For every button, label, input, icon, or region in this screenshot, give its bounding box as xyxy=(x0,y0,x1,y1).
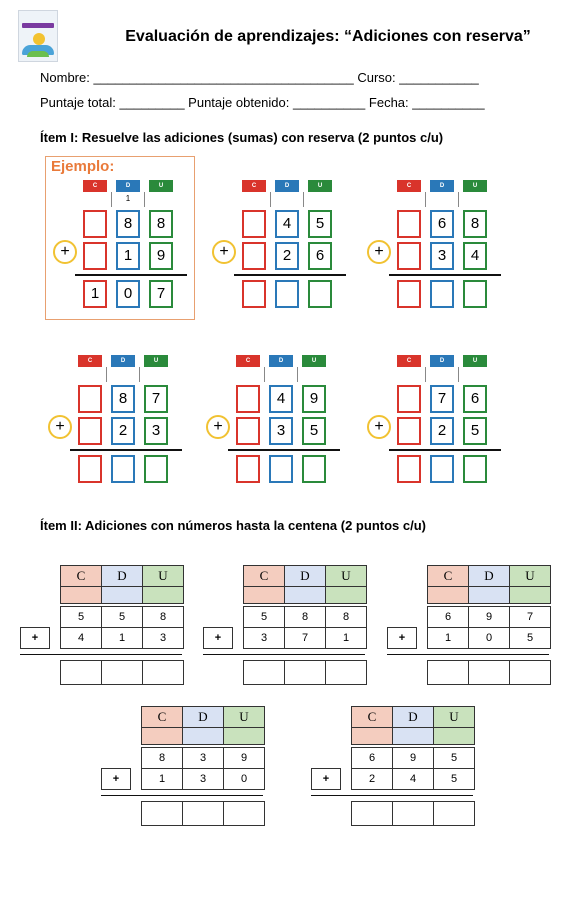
result-box-d[interactable]: 0 xyxy=(116,280,140,308)
column-divider xyxy=(297,367,298,382)
plus-circle: + xyxy=(367,240,391,264)
answer-cell[interactable] xyxy=(60,660,102,685)
header-cell-c: C xyxy=(351,706,393,728)
top-number-cell: 8 xyxy=(284,606,326,628)
logo-banner xyxy=(22,23,54,28)
top-number-cell: 7 xyxy=(509,606,551,628)
result-box-c[interactable]: 1 xyxy=(83,280,107,308)
bottom-digit-u: 3 xyxy=(144,417,168,445)
header-cell-d: D xyxy=(284,565,326,587)
result-box-c[interactable] xyxy=(242,280,266,308)
plus-sign-cell: + xyxy=(203,627,233,649)
bottom-number-cell: 1 xyxy=(325,627,367,649)
header-cell-d: D xyxy=(101,565,143,587)
sum-line xyxy=(20,654,182,655)
top-number-cell: 8 xyxy=(142,606,184,628)
top-digit-c xyxy=(83,210,107,238)
carry-digit: 1 xyxy=(125,194,131,203)
carry-cell xyxy=(101,586,143,604)
plus-sign-cell: + xyxy=(20,627,50,649)
top-digit-d: 4 xyxy=(269,385,293,413)
bottom-number-cell: 3 xyxy=(243,627,285,649)
answer-cell[interactable] xyxy=(433,801,475,826)
top-digit-d: 7 xyxy=(430,385,454,413)
column-header-d: D xyxy=(430,355,454,367)
column-header-d: D xyxy=(430,180,454,192)
answer-cell[interactable] xyxy=(182,801,224,826)
result-box-c[interactable] xyxy=(78,455,102,483)
result-box-u[interactable]: 7 xyxy=(149,280,173,308)
column-header-u: U xyxy=(302,355,326,367)
top-digit-c xyxy=(242,210,266,238)
column-header-d: D xyxy=(116,180,140,192)
top-number-cell: 5 xyxy=(433,747,475,769)
column-divider xyxy=(425,367,426,382)
bottom-number-cell: 5 xyxy=(509,627,551,649)
answer-cell[interactable] xyxy=(223,801,265,826)
bottom-digit-u: 5 xyxy=(302,417,326,445)
plus-circle: + xyxy=(48,415,72,439)
answer-cell[interactable] xyxy=(351,801,393,826)
plus-circle: + xyxy=(53,240,77,264)
plus-sign-cell: + xyxy=(311,768,341,790)
bottom-digit-c xyxy=(397,242,421,270)
bottom-digit-c xyxy=(236,417,260,445)
answer-cell[interactable] xyxy=(468,660,510,685)
answer-cell[interactable] xyxy=(509,660,551,685)
sum-line xyxy=(311,795,473,796)
bottom-number-cell: 2 xyxy=(351,768,393,790)
section-1-title: Ítem I: Resuelve las adiciones (sumas) con reserva (2 puntos c/u) xyxy=(40,130,444,145)
top-digit-d: 6 xyxy=(430,210,454,238)
top-number-cell: 9 xyxy=(468,606,510,628)
column-divider xyxy=(270,192,271,207)
carry-cell xyxy=(351,727,393,745)
top-digit-c xyxy=(397,210,421,238)
sum-line xyxy=(203,654,365,655)
example-label: Ejemplo: xyxy=(51,158,115,175)
logo-sun xyxy=(33,33,45,45)
result-box-d[interactable] xyxy=(430,455,454,483)
top-digit-u: 8 xyxy=(463,210,487,238)
header-cell-u: U xyxy=(433,706,475,728)
column-divider xyxy=(458,192,459,207)
bottom-digit-c xyxy=(78,417,102,445)
result-box-u[interactable] xyxy=(463,280,487,308)
plus-circle: + xyxy=(367,415,391,439)
carry-cell xyxy=(509,586,551,604)
bottom-number-cell: 1 xyxy=(141,768,183,790)
bottom-digit-d: 2 xyxy=(111,417,135,445)
bottom-number-cell: 3 xyxy=(142,627,184,649)
carry-cell xyxy=(223,727,265,745)
header-cell-c: C xyxy=(60,565,102,587)
carry-cell xyxy=(392,727,434,745)
carry-cell xyxy=(243,586,285,604)
result-box-d[interactable] xyxy=(275,280,299,308)
column-header-c: C xyxy=(78,355,102,367)
plus-sign-cell: + xyxy=(387,627,417,649)
carry-cell xyxy=(60,586,102,604)
answer-cell[interactable] xyxy=(392,801,434,826)
top-digit-d: 8 xyxy=(111,385,135,413)
column-header-d: D xyxy=(275,180,299,192)
sum-line xyxy=(75,274,187,276)
column-divider xyxy=(106,367,107,382)
carry-cell xyxy=(284,586,326,604)
header-cell-d: D xyxy=(468,565,510,587)
result-box-d[interactable] xyxy=(269,455,293,483)
sum-line xyxy=(387,654,549,655)
result-box-c[interactable] xyxy=(397,455,421,483)
result-box-u[interactable] xyxy=(144,455,168,483)
column-divider xyxy=(264,367,265,382)
bottom-number-cell: 0 xyxy=(468,627,510,649)
column-header-c: C xyxy=(397,180,421,192)
header-cell-d: D xyxy=(392,706,434,728)
bottom-digit-c xyxy=(83,242,107,270)
bottom-number-cell: 5 xyxy=(433,768,475,790)
column-header-u: U xyxy=(149,180,173,192)
answer-cell[interactable] xyxy=(101,660,143,685)
column-divider xyxy=(458,367,459,382)
bottom-digit-d: 1 xyxy=(116,242,140,270)
bottom-number-cell: 3 xyxy=(182,768,224,790)
bottom-digit-d: 2 xyxy=(430,417,454,445)
bottom-number-cell: 7 xyxy=(284,627,326,649)
top-number-cell: 6 xyxy=(427,606,469,628)
top-number-cell: 6 xyxy=(351,747,393,769)
carry-cell xyxy=(142,586,184,604)
bottom-number-cell: 4 xyxy=(392,768,434,790)
carry-digit xyxy=(269,369,293,381)
header-cell-u: U xyxy=(142,565,184,587)
bottom-number-cell: 0 xyxy=(223,768,265,790)
result-box-d[interactable] xyxy=(111,455,135,483)
column-header-c: C xyxy=(83,180,107,192)
column-divider xyxy=(144,192,145,207)
bottom-number-cell: 1 xyxy=(101,627,143,649)
sum-line xyxy=(389,274,501,276)
top-digit-c xyxy=(78,385,102,413)
top-number-cell: 5 xyxy=(60,606,102,628)
carry-cell xyxy=(427,586,469,604)
column-header-u: U xyxy=(463,180,487,192)
carry-digit xyxy=(430,369,454,381)
top-digit-u: 9 xyxy=(302,385,326,413)
carry-digit xyxy=(275,194,299,206)
header-cell-d: D xyxy=(182,706,224,728)
top-digit-c xyxy=(397,385,421,413)
column-divider xyxy=(139,367,140,382)
top-digit-u: 8 xyxy=(149,210,173,238)
result-box-u[interactable] xyxy=(463,455,487,483)
name-course-line: Nombre: ____________________________________ Curso: ___________ xyxy=(40,70,479,85)
bottom-digit-u: 9 xyxy=(149,242,173,270)
header-cell-u: U xyxy=(325,565,367,587)
top-number-cell: 8 xyxy=(141,747,183,769)
column-header-c: C xyxy=(236,355,260,367)
result-box-c[interactable] xyxy=(397,280,421,308)
top-digit-c xyxy=(236,385,260,413)
header-cell-u: U xyxy=(223,706,265,728)
bottom-digit-d: 2 xyxy=(275,242,299,270)
carry-cell xyxy=(325,586,367,604)
carry-cell xyxy=(468,586,510,604)
top-digit-u: 7 xyxy=(144,385,168,413)
column-header-d: D xyxy=(269,355,293,367)
column-divider xyxy=(425,192,426,207)
top-number-cell: 3 xyxy=(182,747,224,769)
answer-cell[interactable] xyxy=(284,660,326,685)
carry-cell xyxy=(141,727,183,745)
sum-line xyxy=(389,449,501,451)
result-box-c[interactable] xyxy=(236,455,260,483)
bottom-digit-c xyxy=(242,242,266,270)
top-number-cell: 9 xyxy=(223,747,265,769)
bottom-number-cell: 4 xyxy=(60,627,102,649)
carry-digit xyxy=(111,369,135,381)
column-header-u: U xyxy=(463,355,487,367)
plus-sign-cell: + xyxy=(101,768,131,790)
answer-cell[interactable] xyxy=(325,660,367,685)
answer-cell[interactable] xyxy=(243,660,285,685)
page-title: Evaluación de aprendizajes: “Adiciones con reserva” xyxy=(125,28,531,45)
plus-circle: + xyxy=(206,415,230,439)
top-digit-d: 4 xyxy=(275,210,299,238)
result-box-u[interactable] xyxy=(302,455,326,483)
column-header-c: C xyxy=(397,355,421,367)
sum-line xyxy=(234,274,346,276)
answer-cell[interactable] xyxy=(141,801,183,826)
header-cell-u: U xyxy=(509,565,551,587)
carry-digit xyxy=(430,194,454,206)
bottom-digit-d: 3 xyxy=(269,417,293,445)
bottom-digit-u: 4 xyxy=(463,242,487,270)
top-number-cell: 8 xyxy=(325,606,367,628)
sum-line xyxy=(70,449,182,451)
header-cell-c: C xyxy=(141,706,183,728)
column-header-c: C xyxy=(242,180,266,192)
bottom-number-cell: 1 xyxy=(427,627,469,649)
plus-circle: + xyxy=(212,240,236,264)
top-digit-u: 5 xyxy=(308,210,332,238)
header-cell-c: C xyxy=(427,565,469,587)
top-digit-d: 8 xyxy=(116,210,140,238)
bottom-digit-u: 5 xyxy=(463,417,487,445)
bottom-digit-d: 3 xyxy=(430,242,454,270)
result-box-d[interactable] xyxy=(430,280,454,308)
column-divider xyxy=(111,192,112,207)
logo-hill-green xyxy=(27,51,49,57)
top-number-cell: 5 xyxy=(101,606,143,628)
section-2-title: Ítem II: Adiciones con números hasta la centena (2 puntos c/u) xyxy=(40,518,426,533)
score-date-line: Puntaje total: _________ Puntaje obtenido: __________ Fecha: __________ xyxy=(40,95,485,110)
bottom-digit-c xyxy=(397,417,421,445)
carry-cell xyxy=(433,727,475,745)
top-number-cell: 5 xyxy=(243,606,285,628)
sum-line xyxy=(228,449,340,451)
carry-cell xyxy=(182,727,224,745)
sum-line xyxy=(101,795,263,796)
column-divider xyxy=(303,192,304,207)
header-cell-c: C xyxy=(243,565,285,587)
top-number-cell: 9 xyxy=(392,747,434,769)
bottom-digit-u: 6 xyxy=(308,242,332,270)
column-header-u: U xyxy=(308,180,332,192)
result-box-u[interactable] xyxy=(308,280,332,308)
answer-cell[interactable] xyxy=(142,660,184,685)
top-digit-u: 6 xyxy=(463,385,487,413)
column-header-u: U xyxy=(144,355,168,367)
school-logo xyxy=(18,10,58,62)
answer-cell[interactable] xyxy=(427,660,469,685)
column-header-d: D xyxy=(111,355,135,367)
